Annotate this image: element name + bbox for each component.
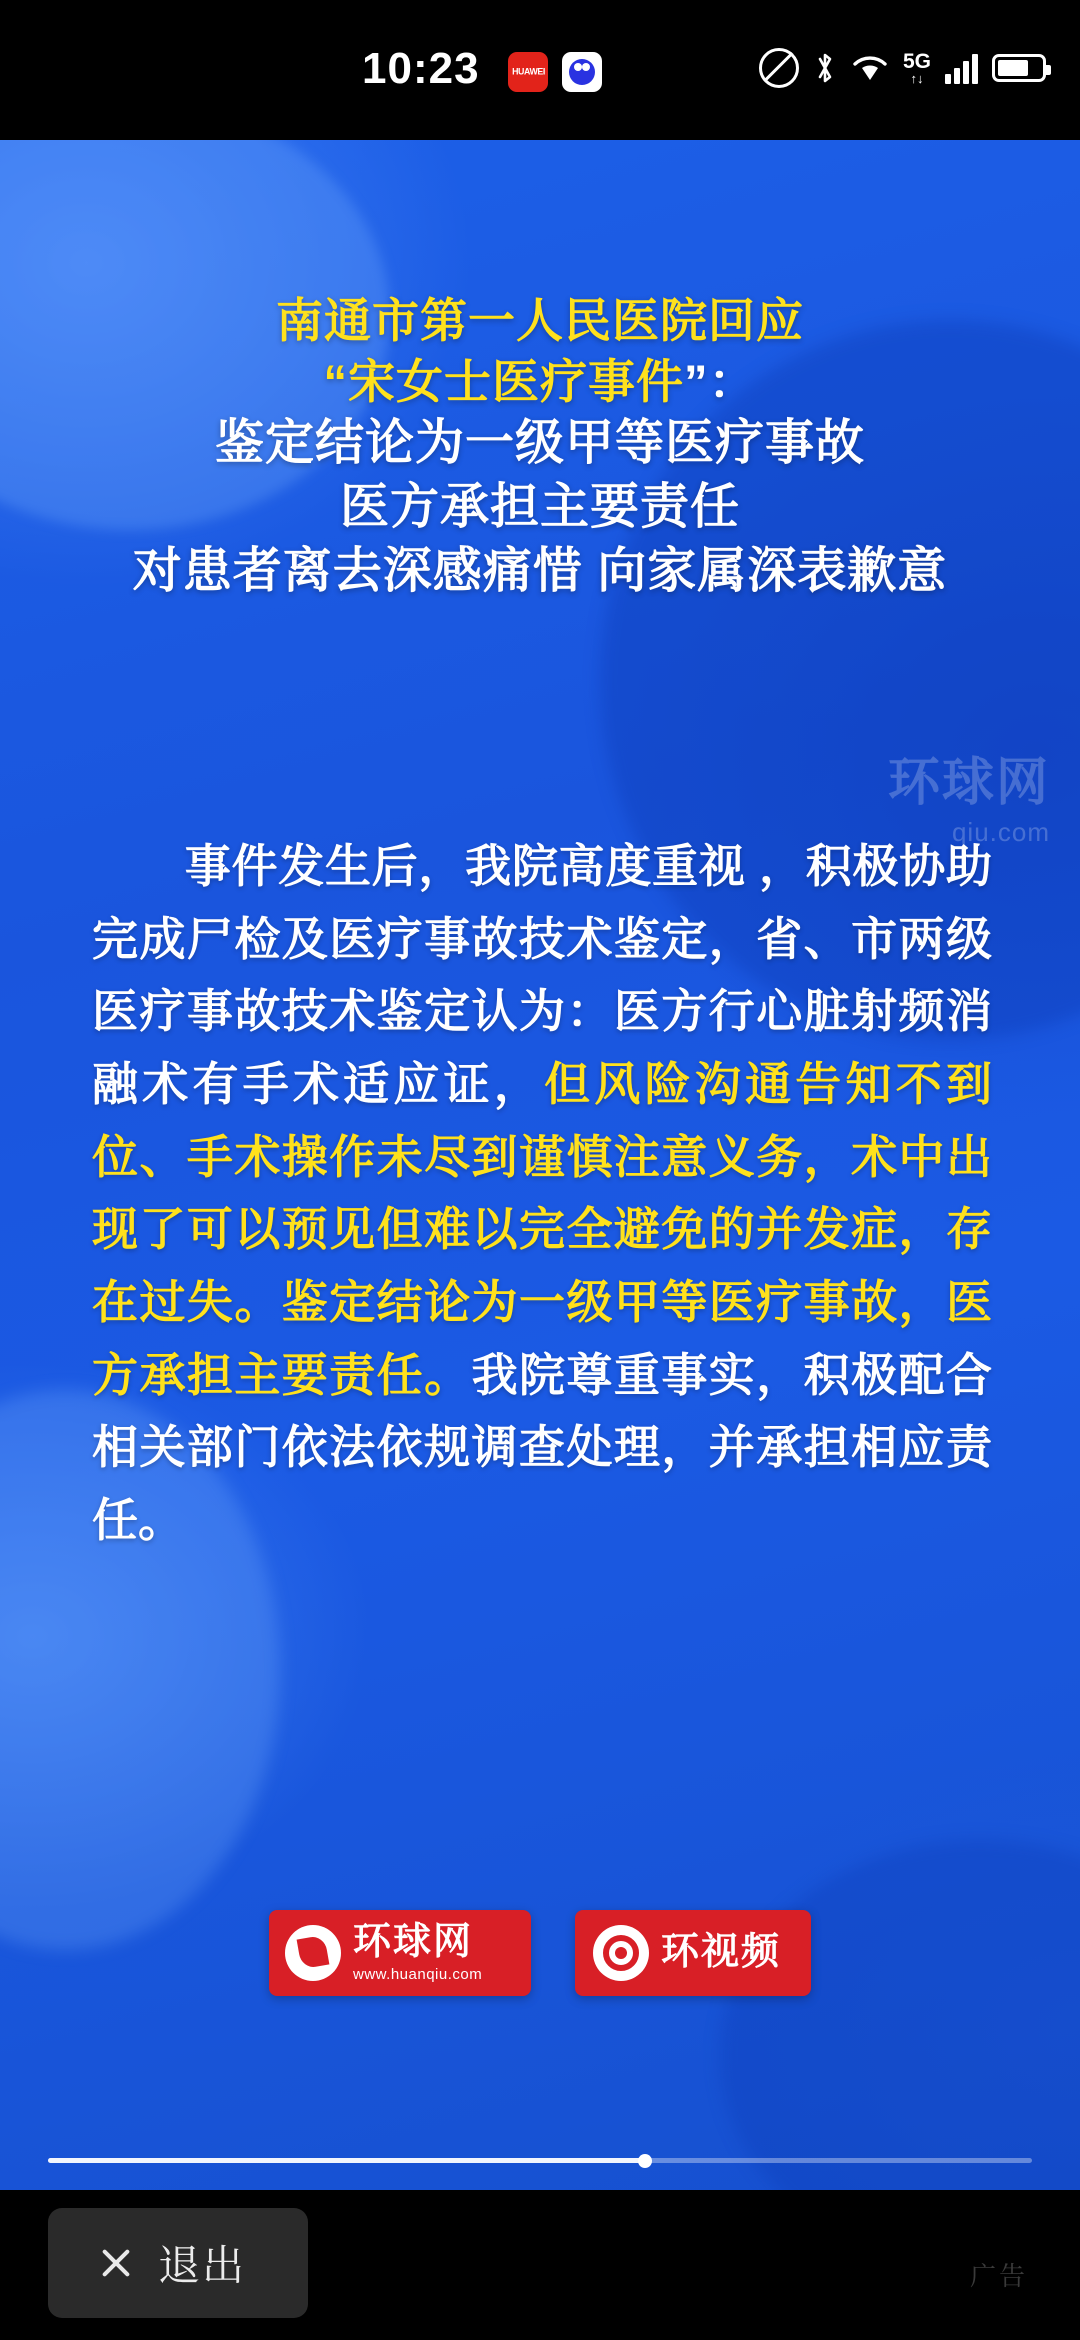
headline-quote-open: “: [323, 355, 348, 409]
logo-row: [0, 1910, 1080, 1996]
poster-image[interactable]: [0, 140, 1080, 2190]
huanqiu-mark-icon: [285, 1925, 341, 1981]
signal-bars-icon: [945, 52, 978, 84]
poster-body-text: [92, 830, 992, 1557]
wifi-icon: [851, 53, 889, 83]
headline-line-4: 医方承担主要责任: [339, 479, 740, 534]
baidu-paw-icon: [569, 59, 595, 85]
poster-headline: [0, 290, 1080, 603]
huanqiu-logo-url: www.huanqiu.com: [353, 1966, 483, 1984]
ad-label: 广告: [969, 2261, 1028, 2291]
bluetooth-icon: [813, 50, 837, 86]
background-blob: [720, 1840, 1080, 2190]
huanqiu-logo-text: 环球网: [353, 1920, 474, 1963]
huanshipin-mark-icon: [593, 1925, 649, 1981]
huawei-app-icon[interactable]: [508, 52, 548, 92]
network-type-indicator: [903, 51, 931, 85]
video-progress-bar[interactable]: [0, 2152, 1080, 2168]
status-clock: 10:23: [362, 44, 480, 93]
progress-fill: [48, 2158, 645, 2163]
baidu-app-icon[interactable]: [562, 52, 602, 92]
bottom-bar: [0, 2190, 1080, 2340]
headline-line-3: 鉴定结论为一级甲等医疗事故: [214, 416, 865, 471]
headline-line-5: 对患者离去深感痛惜 向家属深表歉意: [132, 543, 948, 598]
network-traffic-label: ↑↓: [910, 71, 924, 86]
huanshipin-logo: [575, 1910, 811, 1996]
body-part-1: 事件发生后，我院高度重视 ，积极协助完成尸检及医疗事故技术鉴定，省、市两级医疗事故技术鉴定认为：医方行心脏射频消融术有手术适应证，: [92, 840, 992, 1111]
battery-icon: [992, 54, 1046, 82]
watermark-brand: 环球网: [887, 754, 1050, 812]
watermark-url: qiu.com: [951, 817, 1050, 847]
mute-icon: [759, 48, 799, 88]
exit-button-label: 退出: [158, 2242, 247, 2289]
body-part-3: 我院尊重事实，积极配合相关部门依法依规调查处理，并承担相应责任。: [92, 1348, 993, 1547]
headline-line-2-highlight: 宋女士医疗事件: [348, 355, 684, 409]
progress-thumb[interactable]: [638, 2154, 652, 2168]
huawei-app-icon-label: HUAWEI: [511, 67, 545, 77]
close-icon: [98, 2245, 134, 2281]
status-bar: [0, 0, 1080, 140]
headline-quote-close: ”：: [684, 355, 757, 409]
huanshipin-logo-text: 环视频: [661, 1931, 782, 1974]
huanqiu-logo: [269, 1910, 531, 1996]
status-indicators: [759, 44, 1046, 92]
network-type-label: 5G: [902, 50, 931, 73]
exit-button[interactable]: [48, 2208, 308, 2318]
headline-line-1: 南通市第一人民医院回应: [276, 294, 804, 347]
body-part-2-highlight: 但风险沟通告知不到位、手术操作未尽到谨慎注意义务，术中出现了可以预见但难以完全避免的并发症，存在过失。鉴定结论为一级甲等医疗事故，医方承担主要责任。: [92, 1058, 993, 1401]
